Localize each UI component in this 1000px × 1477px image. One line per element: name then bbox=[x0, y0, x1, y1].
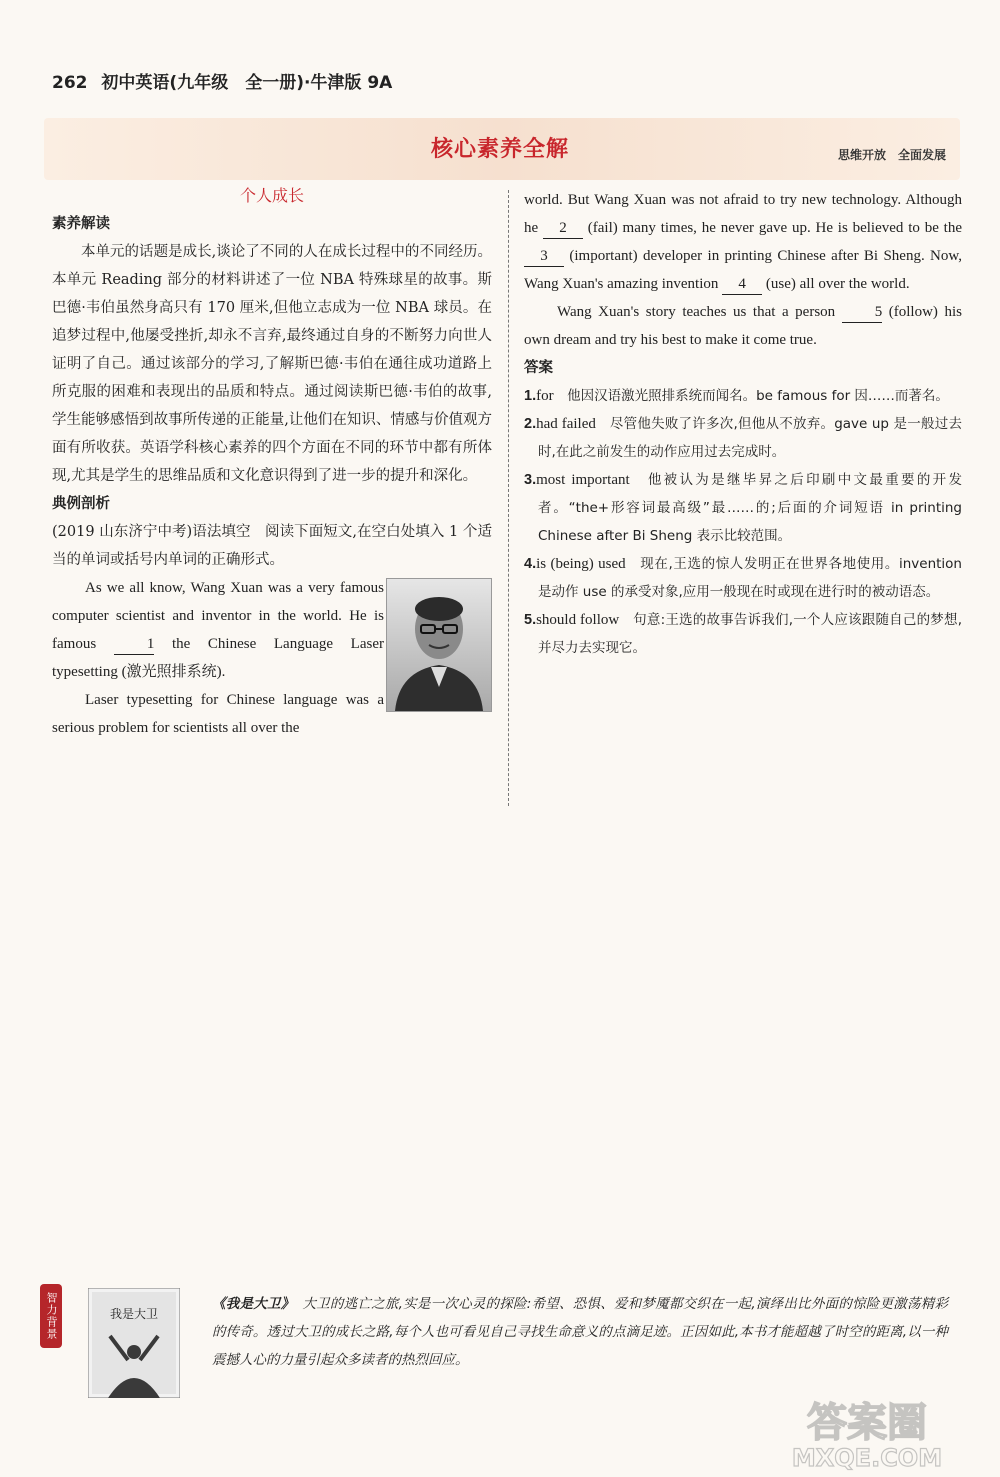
passage-text: As we all know, Wang Xuan was a very famous computer scientist and inventor in the world. He is famous bbox=[52, 580, 384, 652]
example-heading: 典例剖析 bbox=[52, 496, 110, 512]
answer-key: should follow bbox=[536, 612, 620, 628]
answer-item bbox=[524, 466, 962, 550]
topic-title: 个人成长 bbox=[239, 186, 304, 205]
passage-text: world. But Wang Xuan was not afraid to try new technology. Although he bbox=[524, 192, 962, 236]
answer-explanation: 他因汉语激光照排系统而闻名。be famous for 因……而著名。 bbox=[553, 388, 949, 404]
wang-xuan-portrait-image bbox=[386, 578, 492, 712]
book-title: 初中英语(九年级 全一册)·牛津版 9A bbox=[101, 73, 393, 93]
answer-number: 4. bbox=[524, 556, 537, 572]
answer-explanation: 句意:王选的故事告诉我们,一个人应该跟随自己的梦想,并尽力去实现它。 bbox=[538, 612, 962, 656]
answer-item bbox=[524, 606, 962, 662]
blank-1[interactable]: 1 bbox=[114, 634, 155, 655]
analysis-text: 本单元的话题是成长,谈论了不同的人在成长过程中的不同经历。本单元 Reading 部分的材料讲述了一位 NBA 特殊球星的故事。斯巴德·韦伯虽然身高只有 170 厘米,但他立志成为一位 NBA 球员。在追梦过程中,他屡受挫折,却永不言弃,最终通过自身的不断努力向世人证明了自己。通过该部分的学习,了解斯巴德·韦伯在通往成功道路上所克服的困难和表现出的品质和特点。通过阅读斯巴德·韦伯的故事,学生能够感悟到故事所传递的正能量,让他们在知识、情感与价值观方面有所收获。英语学科核心素养的四个方面在不同的环节中都有所体现,尤其是学生的思维品质和文化意识得到了进一步的提升和深化。 bbox=[52, 244, 492, 484]
answer-number: 3. bbox=[524, 472, 537, 488]
answer-item bbox=[524, 550, 962, 606]
answer-explanation: 他被认为是继毕昇之后印刷中文最重要的开发者。“the+形容词最高级”最……的;后面的介词短语 in printing Chinese after Bi Sheng 表示比较范围。 bbox=[538, 472, 963, 544]
passage-text: (follow) his own dream and try his best to make it come true. bbox=[524, 304, 962, 348]
footer-tag: 智力背景 bbox=[40, 1284, 62, 1348]
watermark-line-2: MXQE.COM bbox=[791, 1444, 943, 1472]
page-number: 262 bbox=[52, 73, 88, 93]
column-divider bbox=[508, 190, 509, 806]
answer-list bbox=[524, 382, 962, 662]
footer-text bbox=[212, 1290, 948, 1374]
blank-4[interactable]: 4 bbox=[722, 274, 762, 295]
example-instruction bbox=[52, 518, 492, 574]
passage-text: the Chinese Language Laser typesetting (激光照排系统). bbox=[52, 636, 384, 680]
watermark-logo bbox=[752, 1392, 982, 1472]
blank-3[interactable]: 3 bbox=[524, 246, 564, 267]
answer-item bbox=[524, 410, 962, 466]
section-title: 核心素养全解 bbox=[430, 137, 569, 162]
answer-item bbox=[524, 382, 962, 410]
answer-key: is (being) used bbox=[536, 556, 626, 572]
left-column bbox=[52, 182, 492, 742]
blank-2[interactable]: 2 bbox=[543, 218, 583, 239]
answer-number: 5. bbox=[524, 612, 537, 628]
answer-key: had failed bbox=[536, 416, 596, 432]
answer-key: most important bbox=[536, 472, 630, 488]
section-slogan: 思维开放 全面发展 bbox=[837, 148, 946, 162]
example-source: (2019 山东济宁中考) bbox=[52, 524, 193, 540]
passage-paragraph-1 bbox=[52, 574, 384, 686]
passage-text: (use) all over the world. bbox=[762, 276, 910, 292]
answer-key: for bbox=[536, 388, 554, 404]
answer-number: 2. bbox=[524, 416, 537, 432]
footer-description: 大卫的逃亡之旅,实是一次心灵的探险:希望、恐惧、爱和梦魇都交织在一起,演绎出比外面的惊险更激荡精彩的传奇。透过大卫的成长之路,每个人也可看见自己寻找生命意义的点滴足迹。正因如此,本书才能超越了时空的距离,以一种震撼人心的力量引起众多读者的热烈回应。 bbox=[212, 1296, 948, 1368]
right-column bbox=[524, 186, 962, 662]
answer-explanation: 尽管他失败了许多次,但他从不放弃。gave up 是一般过去时,在此之前发生的动作应用过去完成时。 bbox=[538, 416, 962, 460]
passage-paragraph-2-start: Laser typesetting for Chinese language was a serious problem for scientists all over the bbox=[52, 692, 384, 736]
book-cover-text: 我是大卫 bbox=[109, 1307, 159, 1321]
book-cover-image bbox=[88, 1288, 180, 1398]
passage-paragraph-3 bbox=[524, 298, 962, 354]
passage-paragraph-2-continued bbox=[524, 186, 962, 298]
passage-text: (important) developer in printing Chinese after Bi Sheng. Now, Wang Xuan's amazing invention bbox=[524, 248, 962, 292]
watermark-line-1: 答案圈 bbox=[807, 1400, 927, 1446]
passage-text: Wang Xuan's story teaches us that a person bbox=[557, 304, 842, 320]
answers-heading: 答案 bbox=[524, 360, 553, 376]
analysis-heading: 素养解读 bbox=[52, 216, 110, 232]
passage-block bbox=[52, 574, 492, 742]
example-instruction-text: 语法填空 阅读下面短文,在空白处填入 1 个适当的单词或括号内单词的正确形式。 bbox=[52, 524, 492, 568]
passage-text: (fail) many times, he never gave up. He is believed to be the bbox=[582, 220, 962, 236]
answer-explanation: 现在,王选的惊人发明正在世界各地使用。invention 是动作 use 的承受对象,应用一般现在时或现在进行时的被动语态。 bbox=[538, 556, 962, 600]
answer-number: 1. bbox=[524, 388, 537, 404]
footer-book-title: 《我是大卫》 bbox=[212, 1296, 295, 1312]
blank-5[interactable]: 5 bbox=[842, 302, 883, 323]
page-header bbox=[52, 68, 392, 93]
